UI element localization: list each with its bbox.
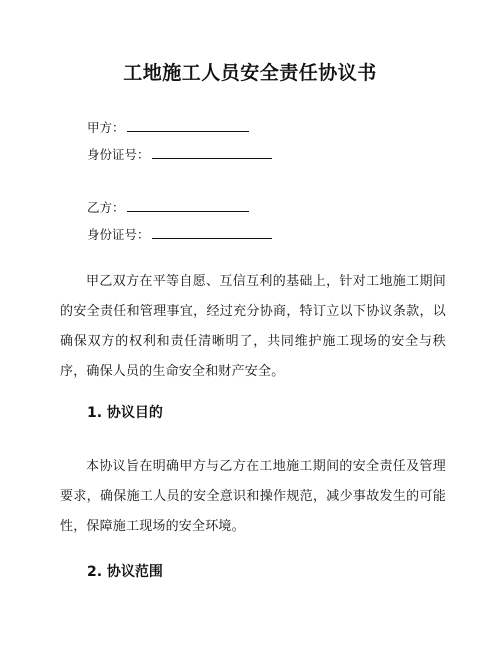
party-b-label: 乙方：: [87, 200, 125, 215]
party-a-id-label: 身份证号：: [87, 147, 150, 162]
section-1-paragraph: 本协议旨在明确甲方与乙方在工地施工期间的安全责任及管理要求，确保施工人员的安全意识和操作规范，减少事故发生的可能性，保障施工现场的安全环境。: [60, 459, 446, 534]
party-a-blank-line: [127, 118, 249, 132]
party-b-blank-line: [127, 198, 249, 212]
party-a-label: 甲方：: [87, 120, 125, 135]
party-b-id-blank-line: [152, 225, 272, 239]
party-a-field: [87, 118, 249, 138]
section-1-heading: 1. 协议目的: [87, 405, 163, 421]
intro-paragraph: 甲乙双方在平等自愿、互信互利的基础上，针对工地施工期间的安全责任和管理事宜，经过充分协商，特订立以下协议条款，以确保双方的权利和责任清晰明了，共同维护施工现场的安全与秩序，确保人员的生命安全和财产安全。: [60, 274, 446, 379]
party-a-id-field: [87, 145, 272, 165]
section-2-heading: 2. 协议范围: [87, 564, 163, 580]
document-title: 工地施工人员安全责任协议书: [123, 62, 377, 84]
party-b-id-field: [87, 225, 272, 245]
party-b-field: [87, 198, 249, 218]
party-a-id-blank-line: [152, 145, 272, 159]
party-b-id-label: 身份证号：: [87, 227, 150, 242]
